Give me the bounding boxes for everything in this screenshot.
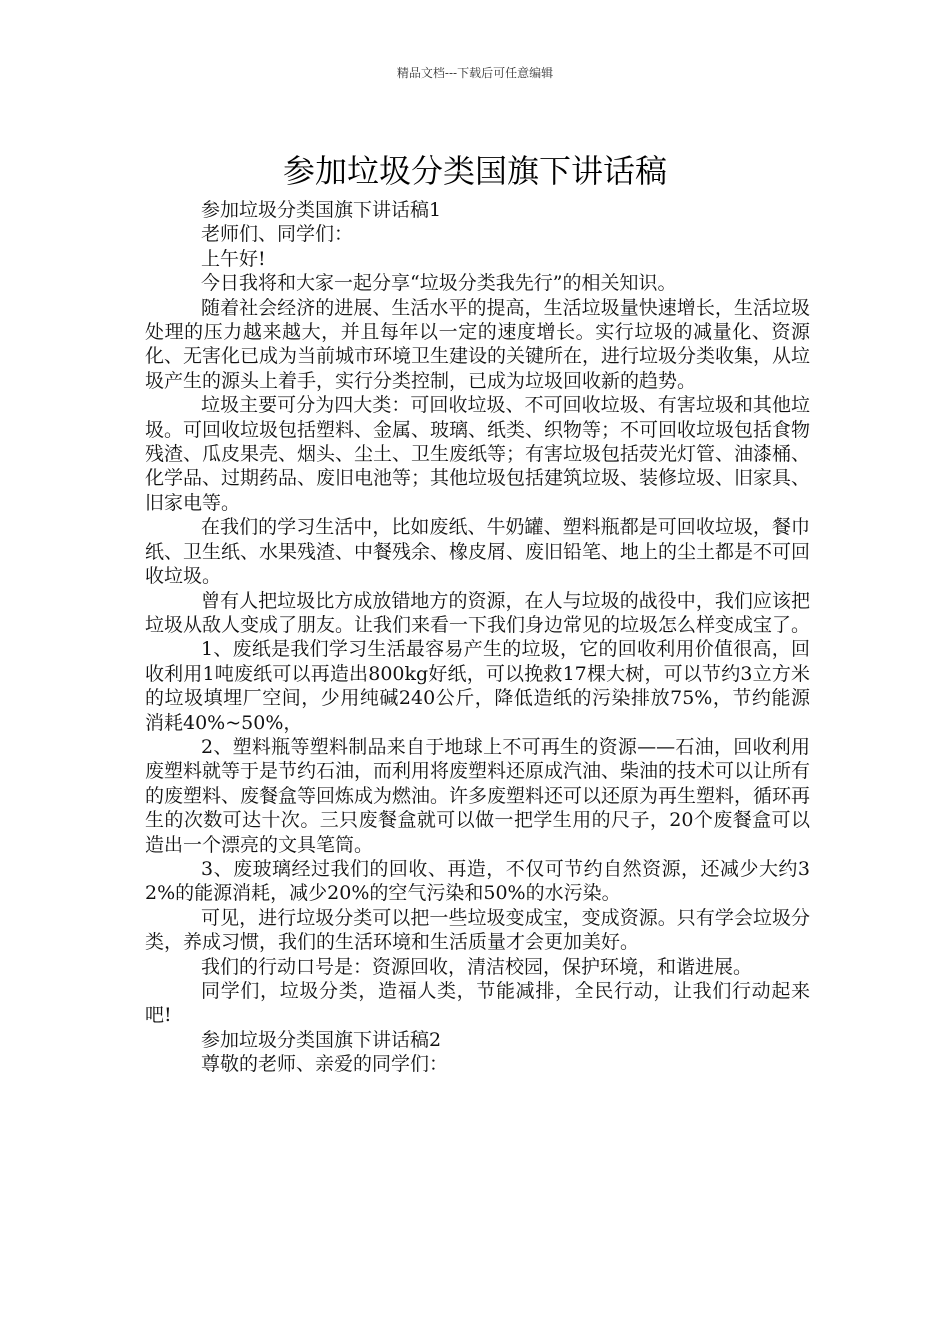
conclusion-paragraph: 可见，进行垃圾分类可以把一些垃圾变成宝，变成资源。只有学会垃圾分类，养成习惯，我们的生活环境和生活质量才会更加美好。	[145, 906, 810, 954]
waste-paper-paragraph: 1、废纸是我们学习生活最容易产生的垃圾，它的回收利用价值很高，回收利用1吨废纸可以再造出800kg好纸，可以挽救17棵大树，可以节约3立方米的垃圾填埋厂空间，少用纯碱240公斤，降低造纸的污染排放75%，节约能源消耗40%~50%，	[145, 638, 810, 734]
glass-paragraph: 3、废玻璃经过我们的回收、再造，不仅可节约自然资源，还减少大约32%的能源消耗，减少20%的空气污染和50%的水污染。	[145, 857, 810, 905]
greeting: 上午好!	[201, 247, 266, 270]
call-to-action-paragraph: 同学们，垃圾分类，造福人类，节能减排，全民行动，让我们行动起来吧!	[145, 980, 810, 1027]
plastic-paragraph: 2、塑料瓶等塑料制品来自于地球上不可再生的资源——石油，回收利用废塑料就等于是节约石油，而利用将废塑料还原成汽油、柴油的技术可以让所有的废塑料、废餐盒等回炼成为燃油。许多废塑料还可以还原为再生塑料，循环再生的次数可达十次。三只废餐盒就可以做一把学生用的尺子，20个废餐盒可以造出一个漂亮的文具笔筒。	[145, 735, 811, 856]
background-paragraph: 随着社会经济的进展、生活水平的提高，生活垃圾量快速增长，生活垃圾处理的压力越来越大，并且每年以一定的速度增长。实行垃圾的减量化、资源化、无害化已成为当前城市环境卫生建设的关键所在，进行垃圾分类收集，从垃圾产生的源头上着手，实行分类控制，已成为垃圾回收新的趋势。	[145, 296, 811, 392]
slogan-paragraph: 我们的行动口号是：资源回收，清洁校园，保护环境，和谐进展。	[201, 955, 753, 978]
speech-2-heading: 参加垃圾分类国旗下讲话稿2	[201, 1028, 442, 1051]
categories-paragraph: 垃圾主要可分为四大类：可回收垃圾、不可回收垃圾、有害垃圾和其他垃圾。可回收垃圾包括塑料、金属、玻璃、纸类、织物等；不可回收垃圾包括食物残渣、瓜皮果壳、烟头、尘土、卫生废纸等；有害垃圾包括荧光灯管、油漆桶、化学品、过期药品、废旧电池等；其他垃圾包括建筑垃圾、装修垃圾、旧家具、旧家电等。	[145, 394, 811, 514]
header-note: 精品文档---下载后可任意编辑	[396, 66, 554, 80]
intro-paragraph: 今日我将和大家一起分享“垃圾分类我先行”的相关知识。	[201, 272, 677, 295]
speech-2-salutation: 尊敬的老师、亲爱的同学们：	[201, 1053, 449, 1076]
document-body	[145, 198, 810, 1077]
examples-paragraph: 在我们的学习生活中，比如废纸、牛奶罐、塑料瓶都是可回收垃圾，餐巾纸、卫生纸、水果残渣、中餐残余、橡皮屑、废旧铅笔、地上的尘土都是不可回收垃圾。	[145, 516, 811, 588]
resource-paragraph: 曾有人把垃圾比方成放错地方的资源，在人与垃圾的战役中，我们应该把垃圾从敌人变成了朋友。让我们来看一下我们身边常见的垃圾怎么样变成宝了。	[145, 589, 811, 636]
document-title: 参加垃圾分类国旗下讲话稿	[282, 152, 667, 191]
salutation: 老师们、同学们：	[201, 223, 354, 246]
speech-1-heading: 参加垃圾分类国旗下讲话稿1	[201, 199, 442, 221]
